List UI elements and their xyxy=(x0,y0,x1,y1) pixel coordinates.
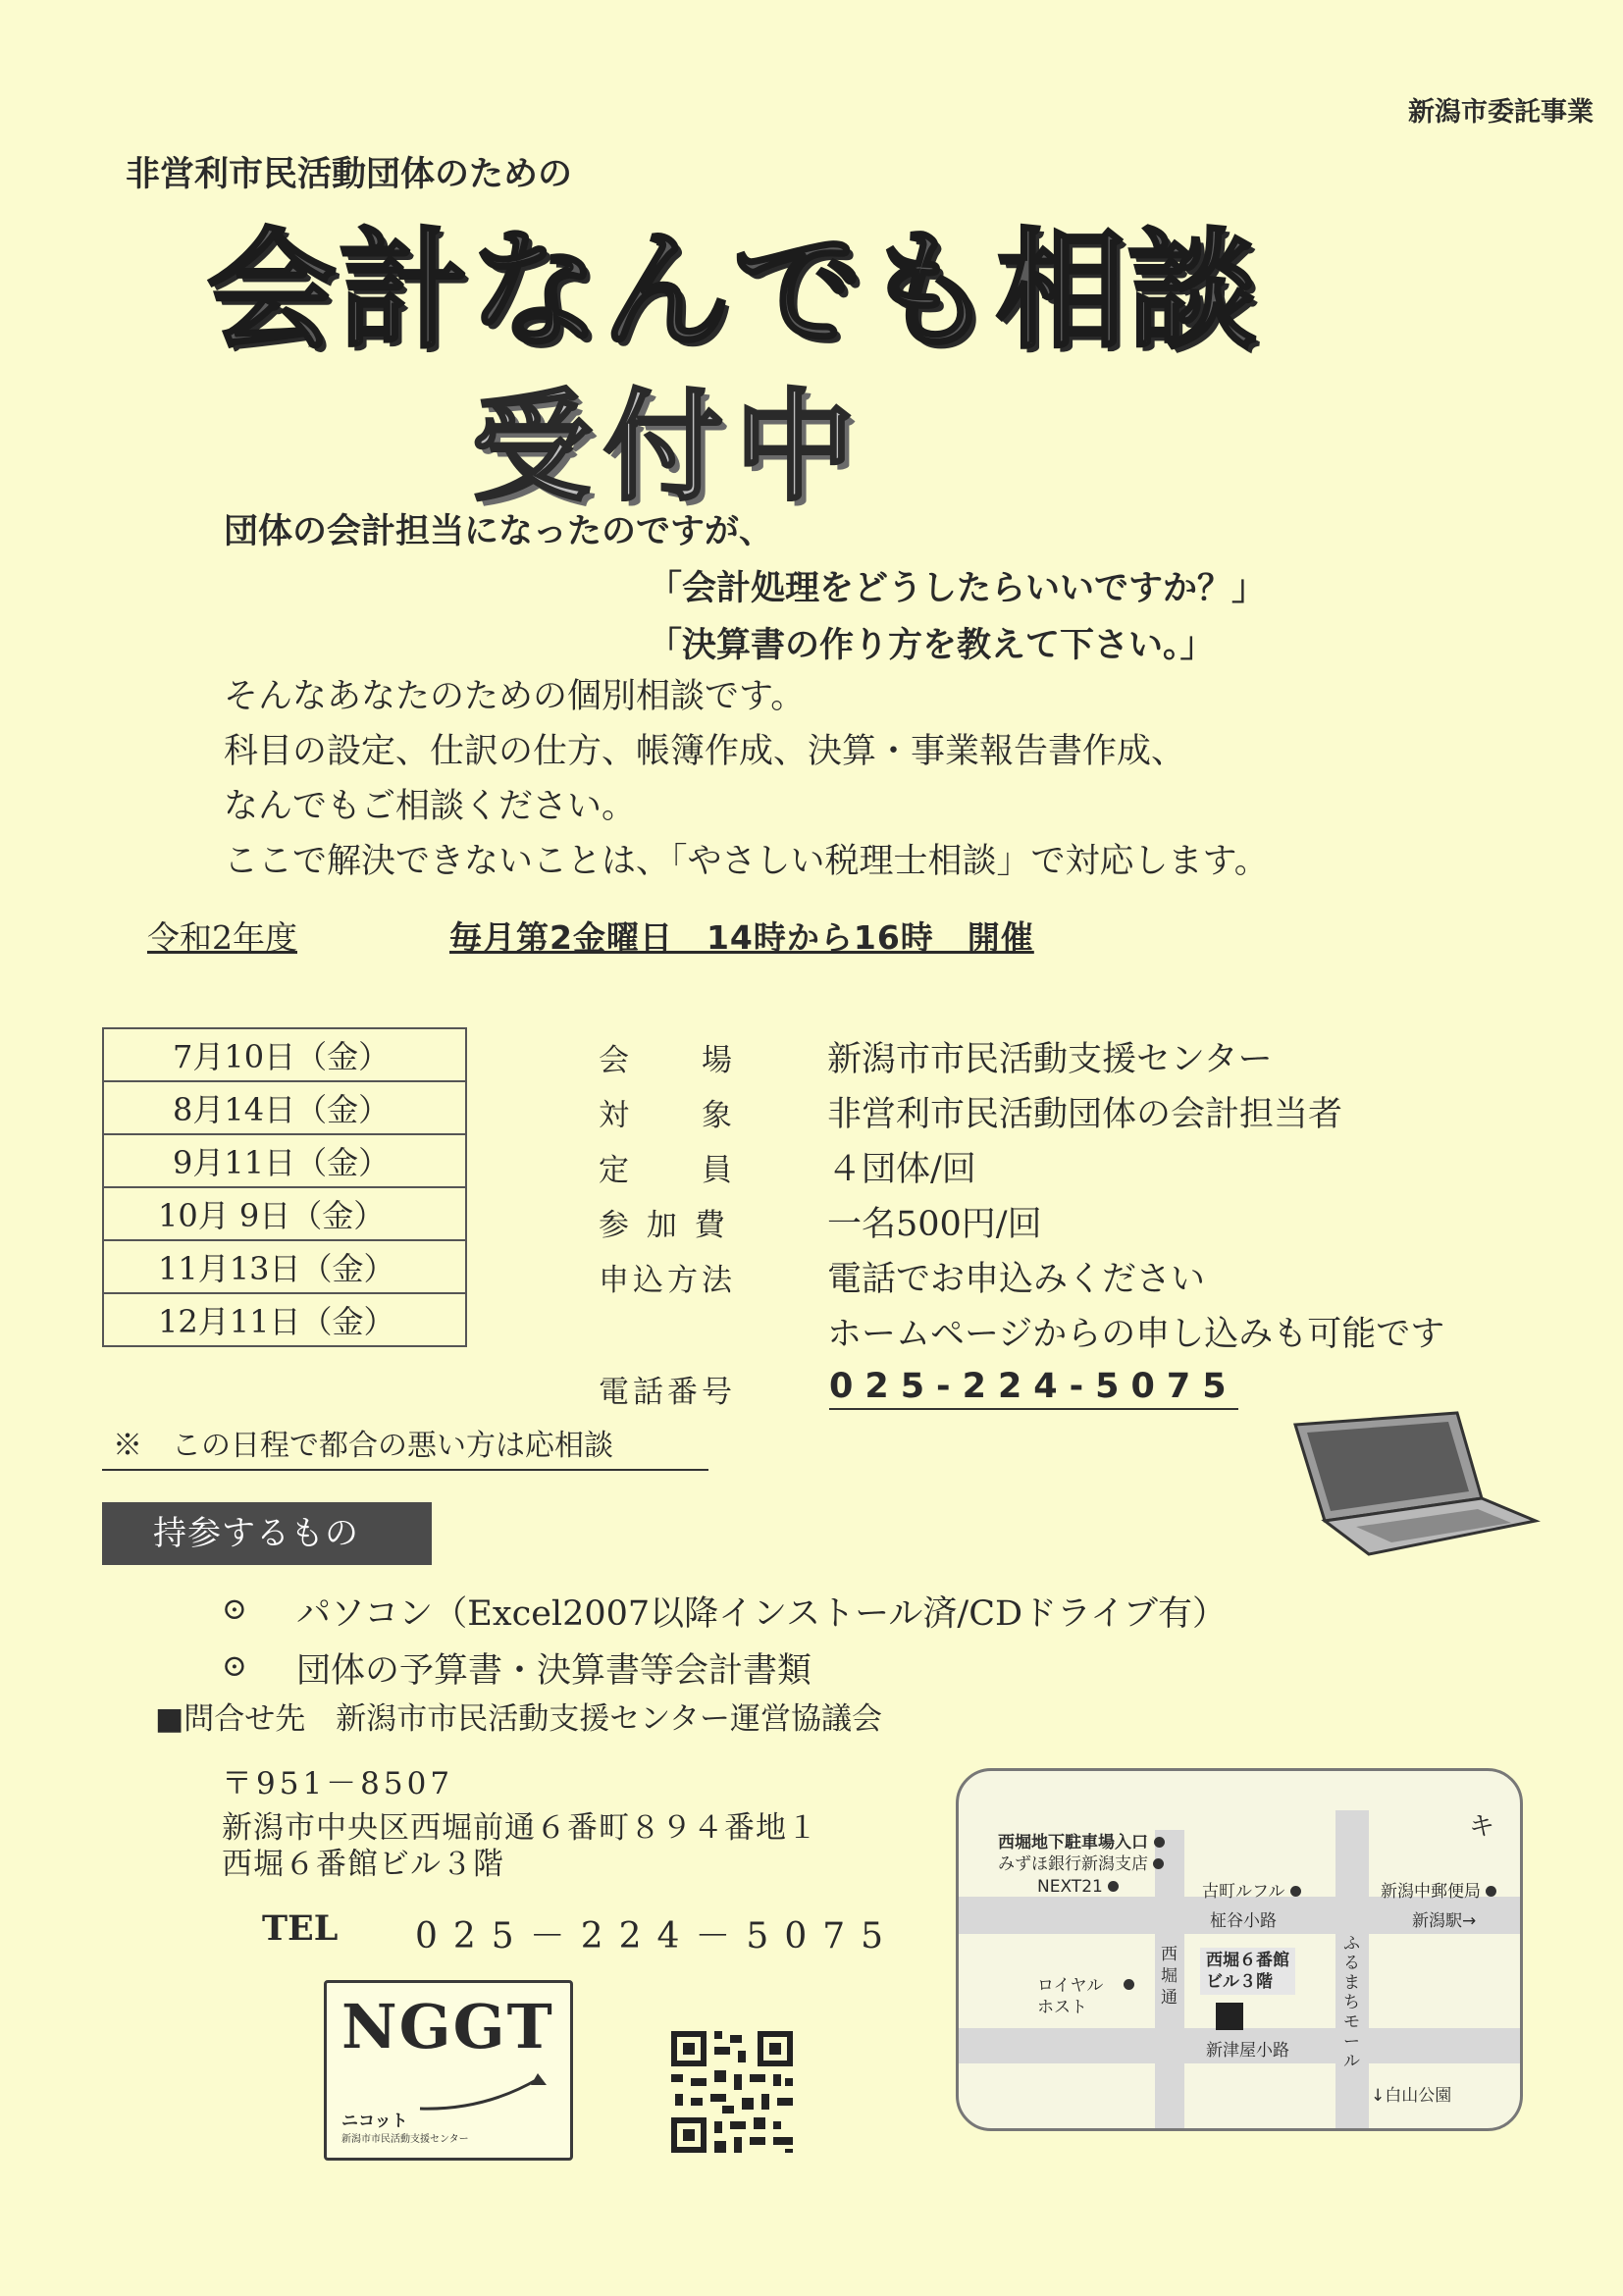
date-cell: 7月10日（金） xyxy=(103,1028,466,1081)
tel-label: TEL xyxy=(262,1908,339,1949)
map-label-building: 西堀６番館 ビル３階 xyxy=(1200,1948,1295,1995)
contact-label: ■問合せ先 新潟市市民活動支援センター運営協議会 xyxy=(155,1701,883,1737)
schedule-summary: 毎月第2金曜日 14時から16時 開催 xyxy=(449,918,1034,957)
page-subtitle: 非営利市民活動団体のための xyxy=(126,155,573,194)
table-row xyxy=(103,1081,466,1134)
address-line-1: 新潟市中央区西堀前通６番町８９４番地１ xyxy=(222,1810,818,1846)
table-row xyxy=(103,1134,466,1187)
logo-caption: ニコット xyxy=(341,2112,408,2131)
body-line-4: ここで解決できないことは、「やさしい税理士相談」で対応します。 xyxy=(224,842,1269,881)
bullet-icon: ⊙ xyxy=(222,1592,247,1627)
capacity-label: 定 員 xyxy=(599,1153,736,1188)
commissioned-label: 新潟市委託事業 xyxy=(1408,97,1594,128)
postal-code: 〒951－8507 xyxy=(222,1766,454,1801)
date-cell: 12月11日（金） xyxy=(103,1293,466,1346)
access-map xyxy=(956,1768,1523,2131)
target-label: 対 象 xyxy=(599,1098,736,1133)
map-label-shintsuya: 新津屋小路 xyxy=(1206,2041,1289,2061)
date-cell: 8月14日（金） xyxy=(103,1081,466,1134)
schedule-note: ※ この日程で都合の悪い方は応相談 xyxy=(113,1429,613,1463)
page-title-accepting: 受付中 xyxy=(472,378,866,517)
capacity-value: ４団体/回 xyxy=(827,1150,976,1189)
map-label-next21: NEXT21 xyxy=(1037,1877,1119,1897)
map-label-parking: 西堀地下駐車場入口 xyxy=(998,1828,1165,1852)
map-label-furumachi: 古町ルフル xyxy=(1202,1877,1301,1902)
bullet-icon: ⊙ xyxy=(222,1648,247,1684)
note-underline xyxy=(102,1469,708,1471)
intro-quote-2: 「決算書の作り方を教えて下さい。」 xyxy=(648,626,1215,665)
date-cell: 9月11日（金） xyxy=(103,1134,466,1187)
body-line-2: 科目の設定、仕訳の仕方、帳簿作成、決算・事業報告書作成、 xyxy=(224,732,1186,771)
apply-value-1: 電話でお申込みください xyxy=(827,1260,1206,1299)
map-label-hakusan: ↓白山公園 xyxy=(1371,2086,1452,2106)
logo-text: NGGT xyxy=(341,1991,554,2062)
table-row xyxy=(103,1028,466,1081)
map-label-royal-host: ロイヤル ホスト xyxy=(1037,1976,1104,2017)
page-title: 会計なんでも相談 xyxy=(207,216,1259,367)
bring-item-documents: 団体の予算書・決算書等会計書類 xyxy=(296,1651,812,1691)
phone-number: 025-224-5075 xyxy=(829,1367,1238,1410)
laptop-icon xyxy=(1285,1405,1541,1562)
table-row xyxy=(103,1240,466,1293)
fiscal-year: 令和2年度 xyxy=(147,918,297,957)
map-label-bank: みずほ銀行新潟支店 xyxy=(998,1850,1164,1874)
qr-code-icon xyxy=(667,2027,797,2157)
north-arrow-icon: キ xyxy=(1469,1812,1495,1842)
logo-swoosh-icon xyxy=(415,2069,552,2118)
body-line-1: そんなあなたのための個別相談です。 xyxy=(224,677,806,716)
logo-subcaption: 新潟市市民活動支援センター xyxy=(341,2134,469,2145)
dates-table xyxy=(102,1027,467,1347)
map-dot xyxy=(1124,1979,1134,1990)
map-label-post-office: 新潟中郵便局 xyxy=(1381,1877,1496,1902)
intro-quote-1: 「会計処理をどうしたらいいですか？」 xyxy=(648,569,1267,608)
target-value: 非営利市民活動団体の会計担当者 xyxy=(827,1095,1343,1134)
venue-value: 新潟市市民活動支援センター xyxy=(827,1040,1273,1079)
map-label-sakaiya: 柾谷小路 xyxy=(1210,1911,1277,1931)
map-label-furumachi-mall: ふるまちモール xyxy=(1343,1934,1360,2071)
nicot-logo xyxy=(324,1980,573,2161)
map-label-station: 新潟駅→ xyxy=(1412,1911,1477,1931)
bring-heading: 持参するもの xyxy=(102,1502,432,1565)
body-line-3: なんでもご相談ください。 xyxy=(224,787,637,826)
apply-label: 申込方法 xyxy=(599,1263,736,1298)
table-row xyxy=(103,1187,466,1240)
intro-line: 団体の会計担当になったのですが、 xyxy=(224,512,774,551)
date-cell: 10月 9日（金） xyxy=(103,1187,466,1240)
bring-item-pc: パソコン（Excel2007以降インストール済/CDドライブ有） xyxy=(296,1594,1227,1634)
date-cell: 11月13日（金） xyxy=(103,1240,466,1293)
address-line-2: 西堀６番館ビル３階 xyxy=(222,1847,504,1882)
venue-label: 会 場 xyxy=(599,1043,736,1078)
map-label-nishibori: 西堀通 xyxy=(1161,1945,1178,2008)
tel-number: 025－224－5075 xyxy=(415,1916,900,1957)
fee-value: 一名500円/回 xyxy=(827,1205,1042,1244)
fee-label: 参 加 費 xyxy=(599,1208,729,1243)
phone-label: 電話番号 xyxy=(599,1375,736,1410)
apply-value-2: ホームページからの申し込みも可能です xyxy=(827,1315,1445,1354)
table-row xyxy=(103,1293,466,1346)
